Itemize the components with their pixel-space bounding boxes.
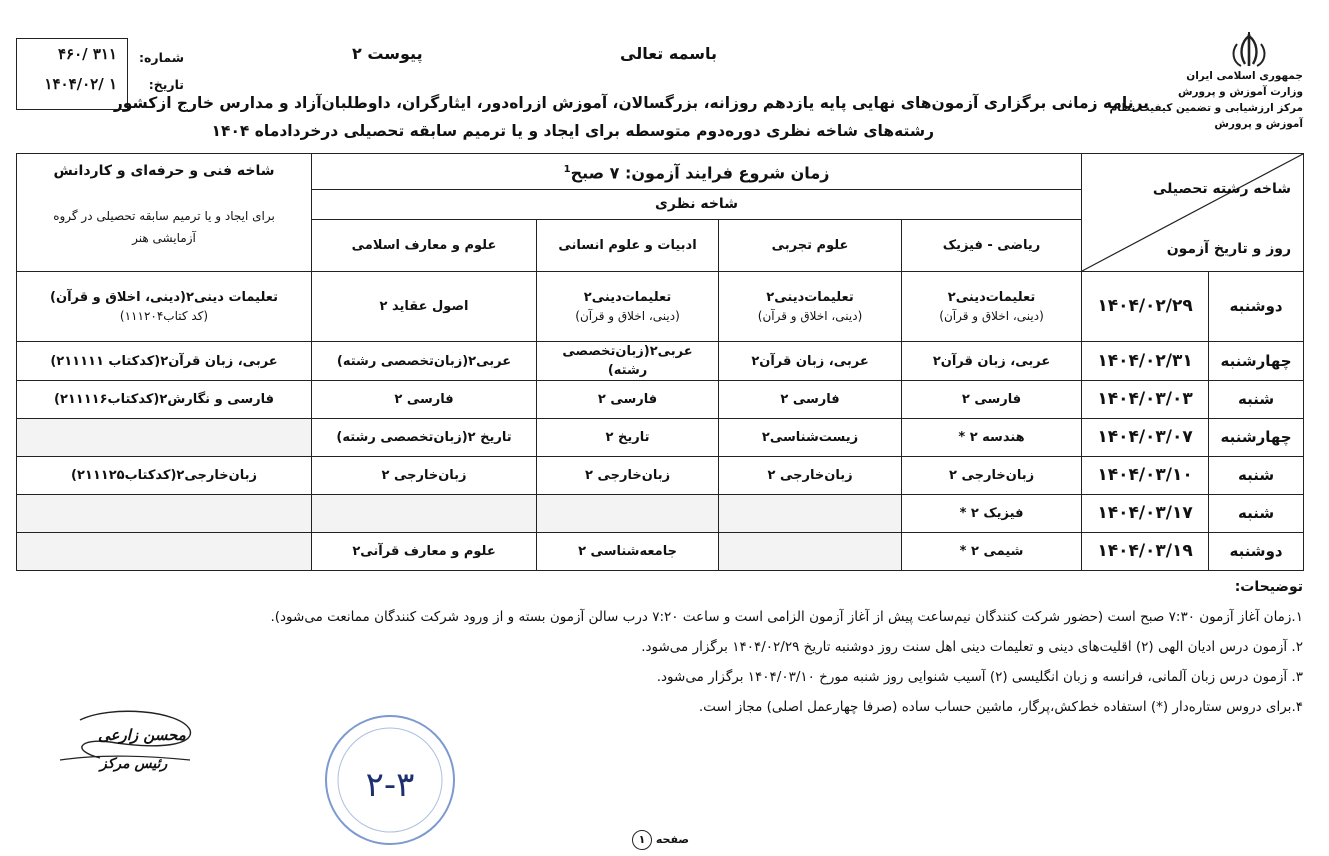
cell-humanities (537, 272, 719, 342)
cell-humanities (537, 419, 719, 457)
notes-section (63, 572, 1303, 722)
document-title-line-2: رشته‌های شاخه نظری دوره‌دوم متوسطه برای ایجاد و یا ترمیم سابقه تحصیلی درخردادماه ۱۴۰۴ (211, 122, 934, 140)
cell-humanities (537, 381, 719, 419)
cell-math-physics (902, 495, 1082, 533)
cell-experimental-sciences (719, 457, 902, 495)
reference-labels (134, 44, 184, 98)
exam-date: ۱۴۰۴/۰۳/۰۳ (1082, 381, 1209, 419)
subject-name: عربی۲(زبان‌تخصصی رشته) (336, 353, 512, 369)
org-line-4: آموزش و پرورش (1214, 118, 1303, 130)
subject-name: عربی، زبان قرآن۲(کدکتاب ۲۱۱۱۱۱) (50, 353, 278, 369)
subject-name: فارسی ۲ (961, 392, 1022, 407)
org-line-3: مرکز ارزشیابی و تضمین کیفیت نظام (1109, 102, 1303, 114)
cell-islamic-studies (312, 272, 537, 342)
table-row (17, 495, 1304, 533)
cell-math-physics (902, 533, 1082, 571)
subject-name: زبان‌خارجی ۲ (381, 468, 467, 483)
subject-name: فارسی ۲ (394, 392, 454, 407)
exam-day: دوشنبه (1209, 272, 1304, 342)
exam-date: ۱۴۰۴/۰۲/۲۹ (1082, 272, 1209, 342)
cell-math-physics (902, 342, 1082, 381)
tech-branch-header (17, 154, 312, 272)
cell-tech-branch (17, 457, 312, 495)
header-corner-cell (1082, 154, 1304, 272)
start-time-header (312, 154, 1082, 190)
exam-date: ۱۴۰۴/۰۲/۳۱ (1082, 342, 1209, 381)
exam-day: شنبه (1209, 457, 1304, 495)
signatory-title: رئیس مرکز (100, 756, 168, 772)
note-line-2: ۲. آزمون درس ادیان الهی (۲) اقلیت‌های دینی و تعلیمات دینی اهل سنت روز دوشنبه تاریخ ۱۴۰۴/۰۲/۲۹ برگزار می‌شود. (641, 639, 1303, 655)
theory-branch-header: شاخه نظری (312, 190, 1082, 220)
cell-humanities (537, 533, 719, 571)
column-humanities: ادبیات و علوم انسانی (537, 220, 719, 272)
cell-tech-branch (17, 342, 312, 381)
cell-islamic-studies (312, 457, 537, 495)
date-value: ۱۴۰۴/۰۲/ ۱ (44, 75, 117, 93)
note-line-4: ۴.برای دروس ستاره‌دار (*) استفاده خط‌کش،پرگار، ماشین حساب ساده (صرفا چهارعمل اصلی) مجاز است. (698, 699, 1303, 715)
subject-name: هندسه ۲ * (958, 430, 1025, 445)
org-line-2: وزارت آموزش و پرورش (1177, 86, 1303, 98)
subject-name: علوم و معارف قرآنی۲ (352, 544, 496, 559)
subject-name: عربی، زبان قرآن۲ (751, 353, 869, 369)
subject-name: زبان‌خارجی۲(کدکتاب۲۱۱۱۲۵) (71, 468, 257, 483)
exam-day: شنبه (1209, 381, 1304, 419)
page-footer (628, 830, 689, 850)
exam-day: چهارشنبه (1209, 419, 1304, 457)
subject-name: شیمی ۲ * (959, 544, 1024, 559)
table-row (17, 457, 1304, 495)
tech-branch-note: برای ایجاد و یا ترمیم سابقه تحصیلی در گروه آزمایشی هنر (53, 209, 275, 245)
page-label: صفحه (655, 833, 689, 846)
number-label: شماره: (139, 50, 184, 65)
cell-experimental-sciences (719, 381, 902, 419)
note-line-3: ۳. آزمون درس زبان آلمانی، فرانسه و زبان انگلیسی (۲) آسیب شنوایی روز شنبه مورخ ۱۴۰۴/۰۳/۱۰ برگزار می‌شود. (656, 669, 1303, 685)
subject-name: جامعه‌شناسی ۲ (578, 544, 677, 559)
subject-name: زبان‌خارجی ۲ (767, 468, 853, 483)
attachment-label: پیوست ۲ (352, 44, 423, 63)
cell-tech-branch (17, 381, 312, 419)
number-value: ۴۶۰/ ۳۱۱ (57, 45, 117, 63)
subject-name: عربی، زبان قرآن۲ (932, 353, 1051, 369)
cell-humanities (537, 457, 719, 495)
table-row (17, 342, 1304, 381)
document-title-line-1: برنامه زمانی برگزاری آزمون‌های نهایی پایه یازدهم روزانه، بزرگسالان، آموزش ازراه‌دور، ایثارگران، داوطلبان‌آزاد و مدارس خارج ازکشور (113, 94, 1149, 112)
table-row (17, 272, 1304, 342)
subject-name: عربی۲(زبان‌تخصصی رشته) (562, 344, 693, 378)
table-row (17, 419, 1304, 457)
corner-branch-label: شاخه رشته تحصیلی (1152, 181, 1292, 197)
cell-math-physics (902, 381, 1082, 419)
basmeh-heading: باسمه تعالی (620, 44, 717, 63)
subject-name: تاریخ ۲ (605, 430, 650, 445)
cell-math-physics (902, 272, 1082, 342)
table-row (17, 533, 1304, 571)
table-row (17, 381, 1304, 419)
column-experimental-sciences: علوم تجربی (719, 220, 902, 272)
signatory-name: محسن زارعی (98, 726, 186, 744)
exam-date: ۱۴۰۴/۰۳/۱۷ (1082, 495, 1209, 533)
cell-islamic-studies (312, 495, 537, 533)
subject-detail: (دینی، اخلاق و قرآن) (939, 308, 1044, 323)
cell-experimental-sciences (719, 342, 902, 381)
subject-detail: (دینی، اخلاق و قرآن) (757, 308, 863, 323)
page-number: ۱ (632, 830, 652, 850)
corner-date-label: روز و تاریخ آزمون (1166, 241, 1292, 257)
cell-humanities (537, 495, 719, 533)
column-math-physics: ریاضی - فیزیک (902, 220, 1082, 272)
subject-name: فیزیک ۲ * (959, 506, 1024, 521)
cell-experimental-sciences (719, 272, 902, 342)
notes-title: توضیحات: (1234, 579, 1303, 595)
cell-humanities (537, 342, 719, 381)
subject-name: زیست‌شناسی۲ (761, 430, 859, 445)
subject-name: زبان‌خارجی ۲ (949, 468, 1035, 483)
tech-branch-title: شاخه فنی و حرفه‌ای و کاردانش (53, 163, 275, 179)
date-label: تاریخ: (148, 77, 184, 92)
footnote-marker: 1 (563, 164, 571, 176)
reference-box (16, 38, 128, 110)
exam-day: شنبه (1209, 495, 1304, 533)
signature-scribble (40, 700, 200, 790)
exam-date: ۱۴۰۴/۰۳/۱۰ (1082, 457, 1209, 495)
cell-islamic-studies (312, 533, 537, 571)
cell-math-physics (902, 419, 1082, 457)
cell-experimental-sciences (719, 533, 902, 571)
iran-emblem-icon (1227, 32, 1271, 70)
cell-islamic-studies (312, 381, 537, 419)
subject-name: تعلیمات‌دینی۲ (766, 289, 854, 305)
start-time-text: زمان شروع فرایند آزمون: ۷ صبح (570, 163, 830, 183)
cell-tech-branch (17, 495, 312, 533)
subject-name: تعلیمات‌دینی۲ (583, 289, 672, 305)
subject-detail: (دینی، اخلاق و قرآن) (575, 308, 680, 323)
subject-name: اصول عقاید ۲ (379, 299, 469, 314)
cell-islamic-studies (312, 419, 537, 457)
cell-tech-branch (17, 533, 312, 571)
column-islamic-studies: علوم و معارف اسلامی (312, 220, 537, 272)
exam-day: چهارشنبه (1209, 342, 1304, 381)
cell-experimental-sciences (719, 495, 902, 533)
exam-date: ۱۴۰۴/۰۳/۰۷ (1082, 419, 1209, 457)
subject-detail: (کد کتاب۱۱۱۲۰۴) (119, 308, 209, 323)
exam-schedule-table (16, 153, 1304, 571)
cell-tech-branch (17, 272, 312, 342)
cell-experimental-sciences (719, 419, 902, 457)
cell-islamic-studies (312, 342, 537, 381)
cell-math-physics (902, 457, 1082, 495)
note-line-1: ۱.زمان آغاز آزمون ۷:۳۰ صبح است (حضور شرکت کنندگان نیم‌ساعت پیش از آغاز آزمون الزامی است و ساعت ۷:۲۰ درب سالن آزمون بسته و از ورود شرکت کنندگان ممانعت می‌شود). (270, 609, 1303, 625)
exam-date: ۱۴۰۴/۰۳/۱۹ (1082, 533, 1209, 571)
org-line-1: جمهوری اسلامی ایران (1186, 70, 1303, 82)
subject-name: تعلیمات دینی۲(دینی، اخلاق و قرآن) (50, 289, 278, 305)
cell-tech-branch (17, 419, 312, 457)
subject-name: فارسی و نگارش۲(کدکتاب۲۱۱۱۱۶) (53, 392, 275, 407)
official-stamp (322, 712, 458, 848)
stamp-text: ۲-۳ (365, 765, 415, 805)
subject-name: زبان‌خارجی ۲ (585, 468, 671, 483)
exam-day: دوشنبه (1209, 533, 1304, 571)
subject-name: تعلیمات‌دینی۲ (947, 289, 1036, 305)
subject-name: فارسی ۲ (780, 392, 840, 407)
subject-name: فارسی ۲ (597, 392, 658, 407)
subject-name: تاریخ ۲(زبان‌تخصصی رشته) (336, 430, 512, 445)
